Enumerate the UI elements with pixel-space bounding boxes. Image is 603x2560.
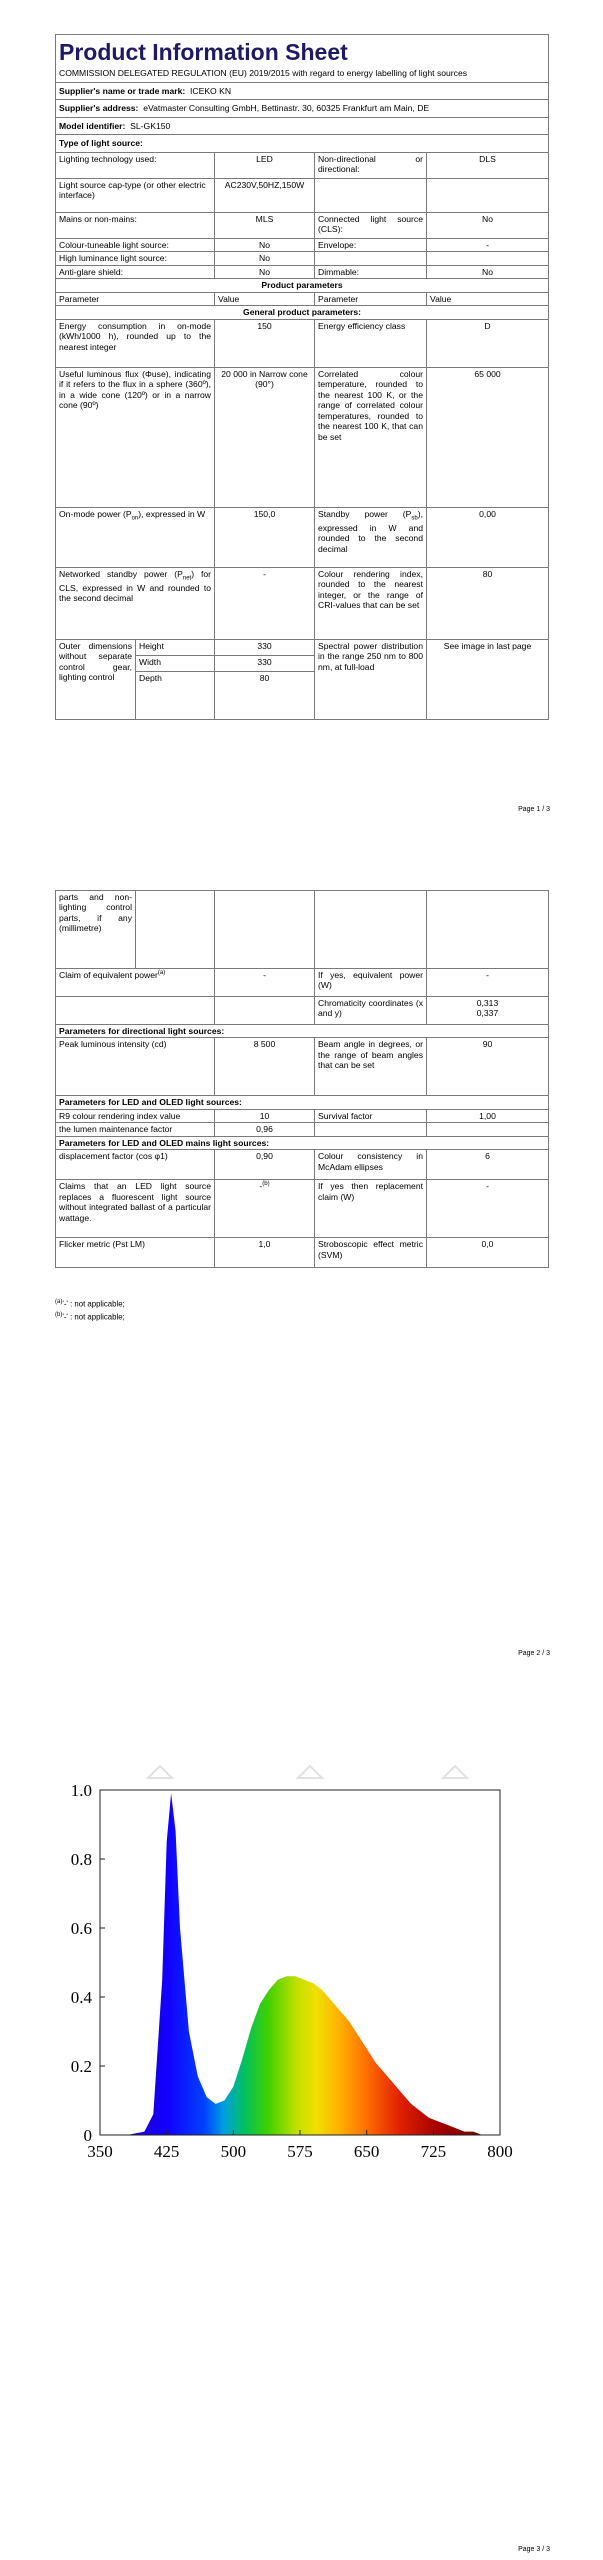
- beam-angle-value: 90: [427, 1038, 549, 1096]
- dimmable-value: No: [427, 265, 549, 278]
- watermark-icon: [443, 1766, 467, 1778]
- efficiency-label: Energy efficiency class: [315, 319, 427, 367]
- energy-value: 150: [215, 319, 315, 367]
- directional-value: DLS: [427, 152, 549, 178]
- cap-label: Light source cap-type (or other electric interface): [56, 178, 215, 212]
- anti-glare-label: Anti-glare shield:: [56, 265, 215, 278]
- displacement-value: 0,90: [215, 1150, 315, 1180]
- cls-value: No: [427, 212, 549, 238]
- col-parameter-2: Parameter: [315, 292, 427, 305]
- height-label: Height: [136, 639, 215, 655]
- info-table-bottom: [55, 890, 548, 1268]
- y-tick-label: 0: [83, 2126, 92, 2145]
- page-title: Product Information Sheet: [59, 39, 348, 65]
- cct-value: 65 000: [427, 367, 549, 507]
- x-tick-label: 650: [353, 2142, 380, 2161]
- x-tick-label: 500: [220, 2142, 247, 2161]
- model-value: SL-GK150: [130, 120, 171, 131]
- type-label: Type of light source:: [56, 135, 549, 152]
- page-1: [0, 0, 603, 820]
- cls-label: Connected light source (CLS):: [315, 212, 427, 238]
- y-tick-label: 0.6: [70, 1919, 92, 1938]
- footnote-b: $^{(b)}$'-' : not applicable;: [55, 1312, 125, 1322]
- directional-parameters-heading: Parameters for directional light sources:: [56, 1025, 549, 1038]
- on-mode-power-label: On-mode power $(P_{on})$, expressed in W: [56, 507, 215, 567]
- page-3: [0, 1720, 603, 2560]
- envelope-value: -: [427, 238, 549, 251]
- equiv-power-label: If yes, equivalent power (W): [315, 969, 427, 997]
- replacement-watt-label: If yes then replacement claim (W): [315, 1180, 427, 1238]
- lumen-maintenance-label: the lumen maintenance factor: [56, 1123, 215, 1136]
- y-tick-label: 1.0: [70, 1781, 92, 1800]
- displacement-label: displacement factor (cos φ1): [56, 1150, 215, 1180]
- supplier-address-label: Supplier's address:: [59, 103, 139, 114]
- beam-angle-label: Beam angle in degrees, or the range of beam angles that can be set: [315, 1038, 427, 1096]
- standby-power-value: 0,00: [427, 507, 549, 567]
- energy-label: Energy consumption in on-mode (kWh/1000 h), rounded up to the nearest integer: [56, 319, 215, 367]
- col-value-2: Value: [427, 292, 549, 305]
- height-value: 330: [215, 639, 315, 655]
- col-parameter: Parameter: [56, 292, 215, 305]
- envelope-label: Envelope:: [315, 238, 427, 251]
- width-label: Width: [136, 655, 215, 671]
- col-value: Value: [215, 292, 315, 305]
- cri-value: 80: [427, 567, 549, 639]
- depth-value: 80: [215, 671, 315, 719]
- consistency-label: Colour consistency in McAdam ellipses: [315, 1150, 427, 1180]
- high-luminance-label: High luminance light source:: [56, 252, 215, 265]
- directional-label: Non-directional or directional:: [315, 152, 427, 178]
- equiv-power-claim-label: Claim of equivalent power$^{(a)}$: [56, 969, 215, 997]
- cct-label: Correlated colour temperature, rounded to the nearest 100 K, or the range of correlated colour temperatures, rounded to the nearest 100 K, that can be set: [315, 367, 427, 507]
- r9-label: R9 colour rendering index value: [56, 1109, 215, 1122]
- equiv-power-value: -: [427, 969, 549, 997]
- spectrum-chart: [55, 1760, 555, 2190]
- tech-label: Lighting technology used:: [56, 152, 215, 178]
- net-standby-label: Networked standby power $(P_{net})$ for CLS, expressed in W and rounded to the second decimal: [56, 567, 215, 639]
- x-tick-label: 575: [287, 2142, 313, 2161]
- supplier-address-value: eVatmaster Consulting GmbH, Bettinastr. 30, 60325 Frankfurt am Main, DE: [143, 103, 430, 114]
- peak-intensity-value: 8 500: [215, 1038, 315, 1096]
- y-tick-label: 0.4: [70, 1988, 92, 2007]
- tuneable-value: No: [215, 238, 315, 251]
- replacement-claim-label: Claims that an LED light source replaces a fluorescent light source without integrated ballast of a particular wattage.: [56, 1180, 215, 1238]
- mains-value: MLS: [215, 212, 315, 238]
- spd-label: Spectral power distribution in the range 250 nm to 800 nm, at full-load: [315, 639, 427, 719]
- peak-intensity-label: Peak luminous intensity (cd): [56, 1038, 215, 1096]
- spectrum-svg: [55, 1760, 555, 2190]
- cap-value: AC230V,50HZ,150W: [215, 178, 315, 212]
- model-label: Model identifier:: [59, 120, 126, 131]
- tuneable-label: Colour-tuneable light source:: [56, 238, 215, 251]
- led-parameters-heading: Parameters for LED and OLED light sources:: [56, 1096, 549, 1109]
- net-standby-value: -: [215, 567, 315, 639]
- spd-value: See image in last page: [427, 639, 549, 719]
- lumen-maintenance-value: 0,96: [215, 1123, 315, 1136]
- y-tick-label: 0.8: [70, 1850, 92, 1869]
- y-tick-label: 0.2: [70, 2057, 92, 2076]
- tech-value: LED: [215, 152, 315, 178]
- product-parameters-heading: Product parameters: [56, 279, 549, 292]
- flicker-value: 1,0: [215, 1238, 315, 1268]
- supplier-name-label: Supplier's name or trade mark:: [59, 85, 186, 96]
- page-2: [0, 880, 603, 1680]
- chromaticity-label: Chromaticity coordinates (x and y): [315, 997, 427, 1025]
- stroboscopic-value: 0,0: [427, 1238, 549, 1268]
- x-tick-label: 800: [487, 2142, 513, 2161]
- efficiency-value: D: [427, 319, 549, 367]
- flux-label: Useful luminous flux (Φuse), indicating if it refers to the flux in a sphere (360º), in a wide cone (120º) or in a narrow cone (90º): [56, 367, 215, 507]
- on-mode-power-value: 150,0: [215, 507, 315, 567]
- page-number-2: Page 2 / 3: [518, 1650, 550, 1657]
- standby-power-label: Standby power $(P_{sb})$, expressed in W and rounded to the second decimal: [315, 507, 427, 567]
- regulation-text: COMMISSION DELEGATED REGULATION (EU) 2019/2015 with regard to energy labelling of light sources: [59, 68, 468, 79]
- supplier-name-value: ICEKO KN: [190, 85, 232, 96]
- page-number-1: Page 1 / 3: [518, 806, 550, 813]
- footnote-a: $^{(a)}$'-' : not applicable;: [55, 1299, 125, 1309]
- survival-value: 1,00: [427, 1109, 549, 1122]
- anti-glare-value: No: [215, 265, 315, 278]
- consistency-value: 6: [427, 1150, 549, 1180]
- stroboscopic-label: Stroboscopic effect metric (SVM): [315, 1238, 427, 1268]
- general-parameters-heading: General product parameters:: [56, 306, 549, 319]
- width-value: 330: [215, 655, 315, 671]
- page-number-3: Page 3 / 3: [518, 2546, 550, 2553]
- spd-area: [100, 1793, 500, 2135]
- info-table-top: [55, 34, 548, 720]
- depth-label: Depth: [136, 671, 215, 719]
- mains-label: Mains or non-mains:: [56, 212, 215, 238]
- equiv-power-claim-value: -: [215, 969, 315, 997]
- flux-value: 20 000 in Narrow cone (90°): [215, 367, 315, 507]
- survival-label: Survival factor: [315, 1109, 427, 1122]
- dimensions-label-cont: parts and non-lighting control parts, if any (millimetre): [56, 891, 136, 969]
- x-tick-label: 350: [87, 2142, 113, 2161]
- replacement-claim-value: -$^{(b)}$: [215, 1180, 315, 1238]
- chromaticity-value: 0,313 0,337: [427, 997, 549, 1025]
- x-tick-label: 425: [153, 2142, 180, 2161]
- flicker-label: Flicker metric (Pst LM): [56, 1238, 215, 1268]
- x-tick-label: 725: [420, 2142, 447, 2161]
- r9-value: 10: [215, 1109, 315, 1122]
- watermark-icon: [298, 1766, 322, 1778]
- replacement-watt-value: -: [427, 1180, 549, 1238]
- dimmable-label: Dimmable:: [315, 265, 427, 278]
- high-luminance-value: No: [215, 252, 315, 265]
- footnotes: [55, 1298, 125, 1324]
- watermark-icon: [148, 1766, 172, 1778]
- cri-label: Colour rendering index, rounded to the nearest integer, or the range of CRI-values that can be set: [315, 567, 427, 639]
- mains-parameters-heading: Parameters for LED and OLED mains light sources:: [56, 1136, 549, 1149]
- dimensions-label: Outer dimensions without separate control gear, lighting control: [56, 639, 136, 719]
